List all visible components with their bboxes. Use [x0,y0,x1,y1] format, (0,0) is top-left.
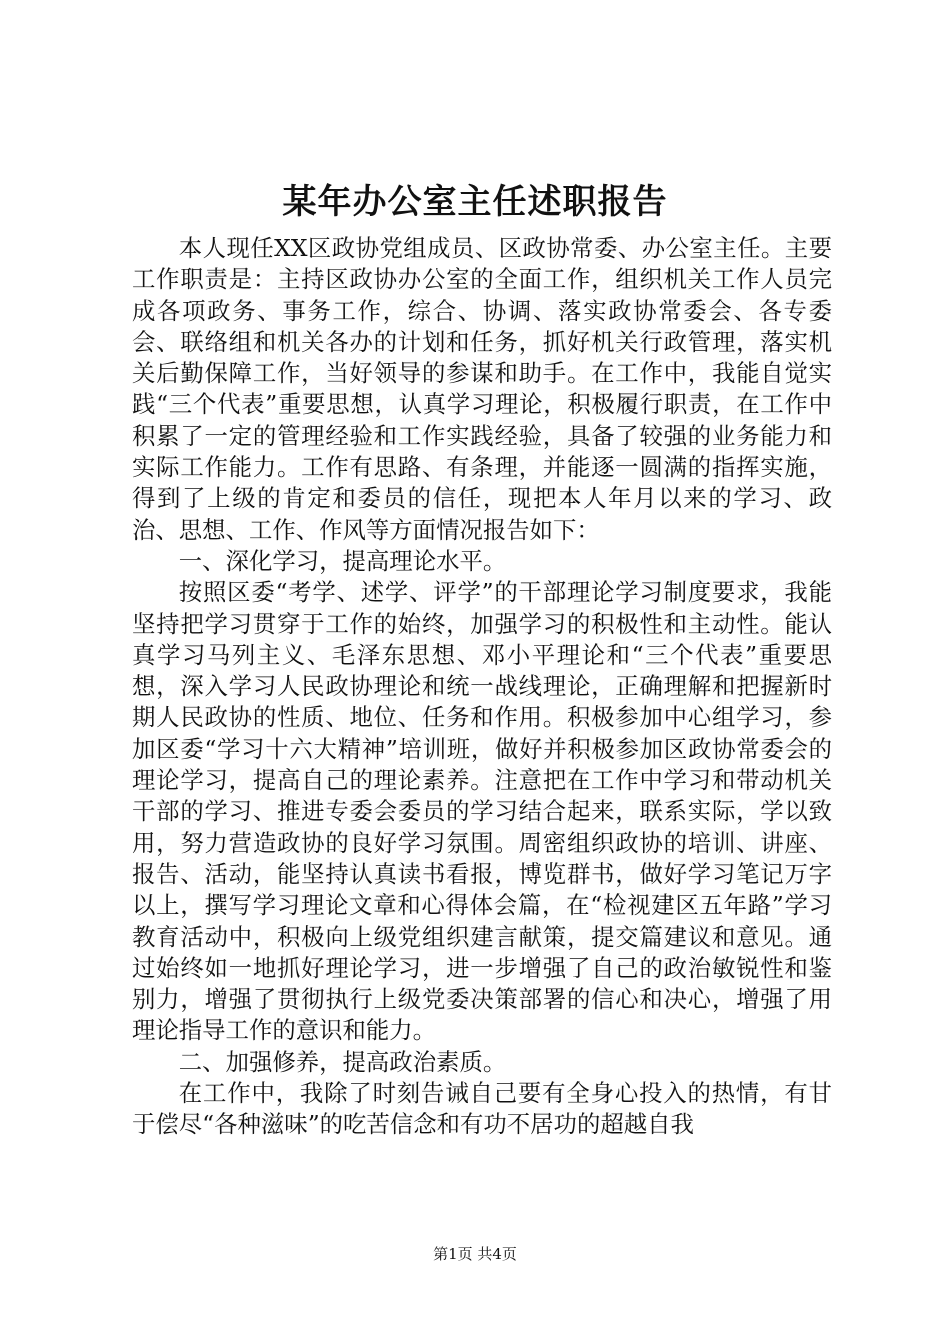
section-heading-1: 一、深化学习，提高理论水平。 [178,546,507,575]
document-body [132,233,832,1141]
page-number-footer: 第1页 共4页 [433,1245,517,1263]
paragraph-cultivation: 在工作中，我除了时刻告诫自己要有全身心投入的热情，有甘于偿尽“各种滋味”的吃苦信念和有功不居功的超越自我 [132,1079,832,1139]
paragraph-study: 按照区委“考学、述学、评学”的干部理论学习制度要求，我能坚持把学习贯穿于工作的始终，加强学习的积极性和主动性。能认真学习马列主义、毛泽东思想、邓小平理论和“三个代表”重要思想，深入学习人民政协理论和统一战线理论，正确理解和把握新时期人民政协的性质、地位、任务和作用。积极参加中心组学习，参加区委“学习十六大精神”培训班，做好并积极参加区政协常委会的理论学习，提高自己的理论素养。注意把在工作中学习和带动机关干部的学习、推进专委会委员的学习结合起来，联系实际，学以致用，努力营造政协的良好学习氛围。周密组织政协的培训、讲座、报告、活动，能坚持认真读书看报，博览群书，做好学习笔记万字以上，撰写学习理论文章和心得体会篇，在“检视建区五年路”学习教育活动中，积极向上级党组织建言献策，提交篇建议和意见。通过始终如一地抓好理论学习，进一步增强了自己的政治敏锐性和鉴别力，增强了贯彻执行上级党委决策部署的信心和决心，增强了用理论指导工作的意识和能力。 [132,578,832,1045]
document-title: 某年办公室主任述职报告 [282,182,668,222]
paragraph-intro: 本人现任XX区政协党组成员、区政协常委、办公室主任。主要工作职责是：主持区政协办公室的全面工作，组织机关工作人员完成各项政务、事务工作，综合、协调、落实政协常委会、各专委会、联络组和机关各办的计划和任务，抓好机关行政管理，落实机关后勤保障工作，当好领导的参谋和助手。在工作中，我能自觉实践“三个代表”重要思想，认真学习理论，积极履行职责，在工作中积累了一定的管理经验和工作实践经验，具备了较强的业务能力和实际工作能力。工作有思路、有条理，并能逐一圆满的指挥实施，得到了上级的肯定和委员的信任，现把本人年月以来的学习、政治、思想、工作、作风等方面情况报告如下： [132,234,832,544]
section-heading-2: 二、加强修养，提高政治素质。 [178,1047,507,1076]
